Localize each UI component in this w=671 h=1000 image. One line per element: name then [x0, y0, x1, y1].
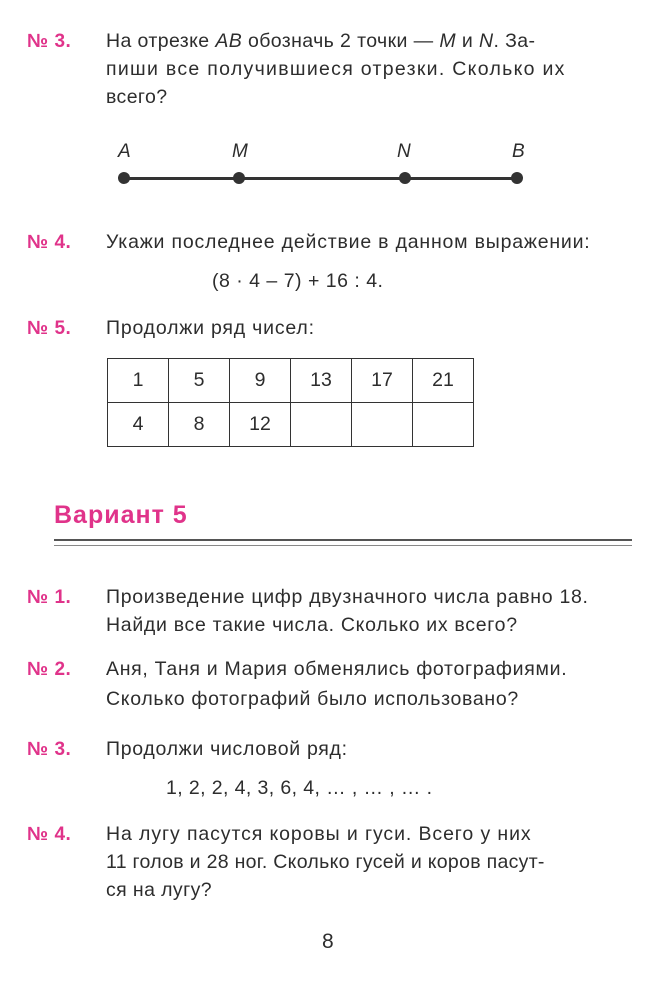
point-b-dot — [511, 172, 523, 184]
variant-task-1-line-1: Произведение цифр двузначного числа равно 18. — [106, 586, 589, 608]
table-cell: 1 — [108, 359, 169, 403]
task-3-text-line-3: всего? — [106, 86, 168, 108]
variant-task-1-number: № 1. — [27, 587, 72, 608]
point-name-n: N — [478, 30, 494, 52]
page-number: 8 — [322, 930, 334, 953]
point-label-m: M — [232, 141, 248, 162]
variant-task-1-line-2: Найди все такие числа. Сколько их всего? — [106, 614, 518, 636]
point-label-n: N — [397, 141, 411, 162]
table-row — [108, 359, 474, 403]
task-3-text-and: и — [456, 30, 479, 52]
table-cell: 5 — [169, 359, 230, 403]
variant-task-4-line-2: 11 голов и 28 ног. Сколько гусей и коров пасут- — [106, 851, 545, 873]
point-m-dot — [233, 172, 245, 184]
variant-task-3-number: № 3. — [27, 739, 72, 760]
variant-task-2-line-2: Сколько фотографий было использовано? — [106, 688, 519, 710]
table-cell: 17 — [352, 359, 413, 403]
variant-task-3-text: Продолжи числовой ряд: — [106, 738, 348, 760]
variant-task-4-number: № 4. — [27, 824, 72, 845]
table-cell: 13 — [291, 359, 352, 403]
table-cell-empty — [352, 403, 413, 447]
table-cell: 4 — [108, 403, 169, 447]
task-4-text: Укажи последнее действие в данном выражении: — [106, 231, 591, 253]
table-cell-empty — [291, 403, 352, 447]
task-4-expression: (8 · 4 – 7) + 16 : 4. — [212, 270, 384, 292]
point-label-b: B — [512, 141, 525, 162]
variant-task-4-line-3: ся на лугу? — [106, 879, 212, 901]
task-3-number: № 3. — [27, 31, 72, 52]
table-cell: 12 — [230, 403, 291, 447]
task-3-text-line-2: пиши все получившиеся отрезки. Сколько их — [106, 58, 566, 80]
table-row — [108, 403, 474, 447]
segment-name-ab: AB — [215, 30, 243, 52]
point-label-a: A — [118, 141, 131, 162]
task-3-text-post: . За- — [493, 30, 536, 52]
variant-title: Вариант 5 — [54, 501, 188, 529]
heading-rule-thin — [54, 545, 632, 546]
number-sequence-table — [107, 358, 474, 447]
task-3-text-line-1 — [106, 28, 535, 55]
table-cell-empty — [413, 403, 474, 447]
point-a-dot — [118, 172, 130, 184]
table-cell: 9 — [230, 359, 291, 403]
task-4-number: № 4. — [27, 232, 72, 253]
point-n-dot — [399, 172, 411, 184]
heading-rule-thick — [54, 539, 632, 541]
table-cell: 21 — [413, 359, 474, 403]
table-cell: 8 — [169, 403, 230, 447]
variant-task-2-number: № 2. — [27, 659, 72, 680]
task-3-text-mid: обозначь 2 точки — — [242, 30, 440, 52]
variant-task-2-line-1: Аня, Таня и Мария обменялись фотографиями. — [106, 658, 568, 680]
point-name-m: M — [439, 30, 457, 52]
task-5-text: Продолжи ряд чисел: — [106, 317, 315, 339]
segment-ab-line — [124, 177, 518, 180]
variant-task-3-sequence: 1, 2, 2, 4, 3, 6, 4, … , … , … . — [166, 777, 433, 799]
task-5-number: № 5. — [27, 318, 72, 339]
task-3-text-pre: На отрезке — [106, 30, 216, 52]
variant-task-4-line-1: На лугу пасутся коровы и гуси. Всего у них — [106, 823, 532, 845]
